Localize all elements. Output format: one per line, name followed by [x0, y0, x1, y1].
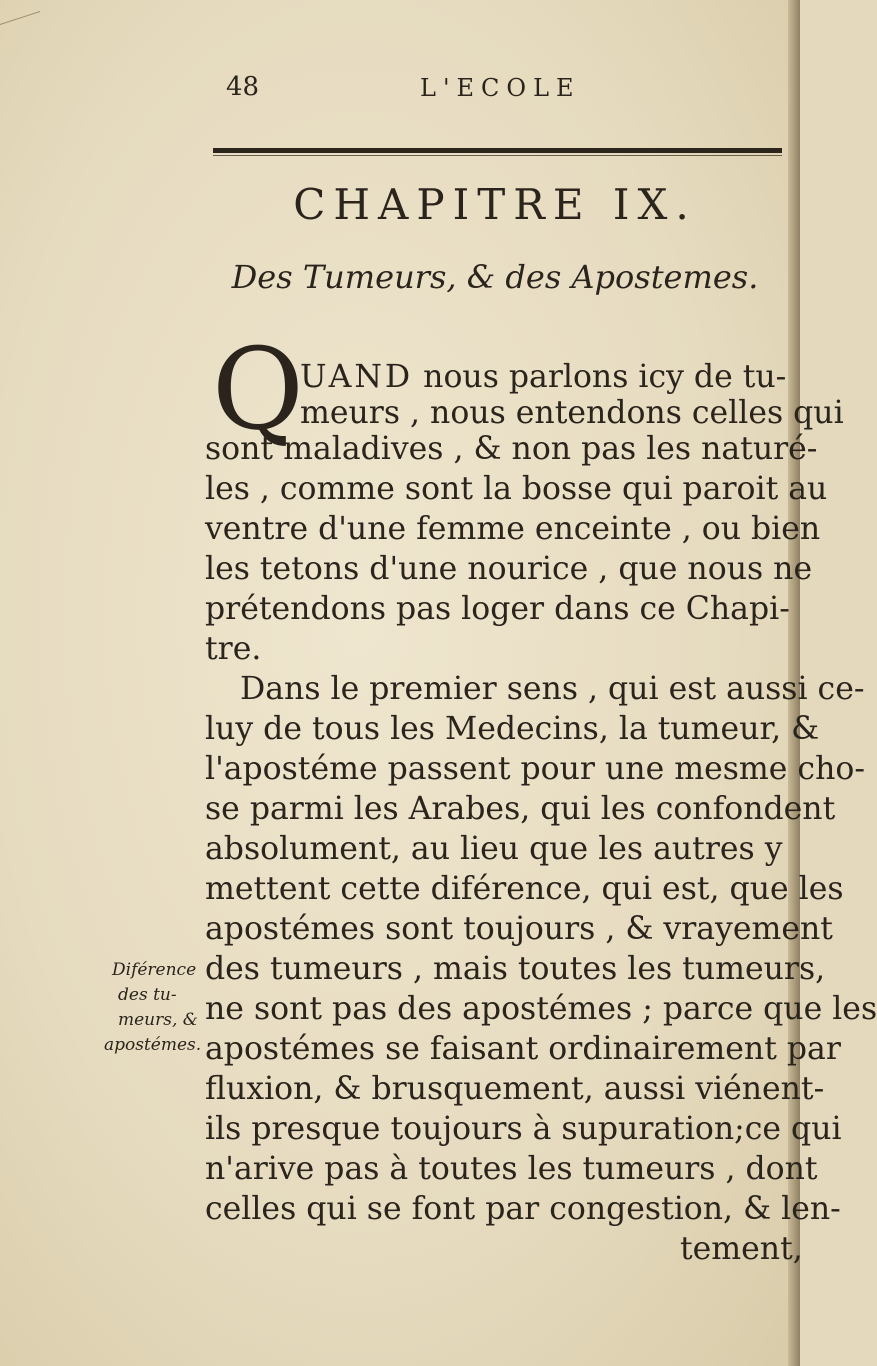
text-line: ne sont pas des apostémes ; parce que les — [205, 991, 877, 1027]
page-number: 48 — [226, 72, 260, 102]
text-line: se parmi les Arabes, qui les confondent — [205, 791, 836, 827]
margin-note-line: Diférence — [112, 960, 197, 980]
text-line: prétendons pas loger dans ce Chapi- — [205, 591, 790, 627]
text-line: fluxion, & brusquement, aussi viénent- — [205, 1071, 825, 1107]
margin-note-line: des tu- — [118, 985, 177, 1005]
text-line: Dans le premier sens , qui est aussi ce- — [240, 671, 865, 707]
text-line: apostémes sont toujours , & vrayement — [205, 911, 833, 947]
text-line: n'arive pas à toutes les tumeurs , dont — [205, 1151, 818, 1187]
text-line: luy de tous les Medecins, la tumeur, & — [205, 711, 820, 747]
chapter-subtitle: Des Tumeurs, & des Apostemes. — [231, 258, 759, 296]
text-line: tement, — [680, 1231, 803, 1267]
text-line: les , comme sont la bosse qui paroit au — [205, 471, 828, 507]
text-line: mettent cette diférence, qui est, que les — [205, 871, 844, 907]
drop-cap: Q — [212, 325, 304, 455]
running-head: L'ECOLE — [420, 74, 581, 102]
text-line: sont maladives , & non pas les naturé- — [205, 431, 818, 467]
text-line — [300, 359, 787, 395]
page-header — [0, 72, 800, 112]
text-line: ils presque toujours à supuration;ce qui — [205, 1111, 842, 1147]
text-line: absolument, au lieu que les autres y — [205, 831, 783, 867]
first-line-rest: nous parlons icy de tu- — [413, 359, 787, 395]
header-rule — [213, 148, 782, 153]
first-word: UAND — [300, 359, 414, 395]
text-line: celles qui se font par congestion, & len- — [205, 1191, 841, 1227]
text-line: ventre d'une femme enceinte , ou bien — [205, 511, 821, 547]
text-line: meurs , nous entendons celles qui — [300, 395, 844, 431]
page-corner-fold — [0, 0, 40, 25]
margin-note-line: apostémes. — [104, 1035, 202, 1055]
text-line: tre. — [205, 631, 262, 667]
text-line: des tumeurs , mais toutes les tumeurs, — [205, 951, 826, 987]
header-rule-thin — [213, 155, 782, 156]
chapter-title: CHAPITRE IX. — [293, 180, 697, 229]
text-line: apostémes se faisant ordinairement par — [205, 1031, 841, 1067]
text-line: l'apostéme passent pour une mesme cho- — [205, 751, 865, 787]
text-line: les tetons d'une nourice , que nous ne — [205, 551, 813, 587]
margin-note-line: meurs, & — [118, 1010, 198, 1030]
